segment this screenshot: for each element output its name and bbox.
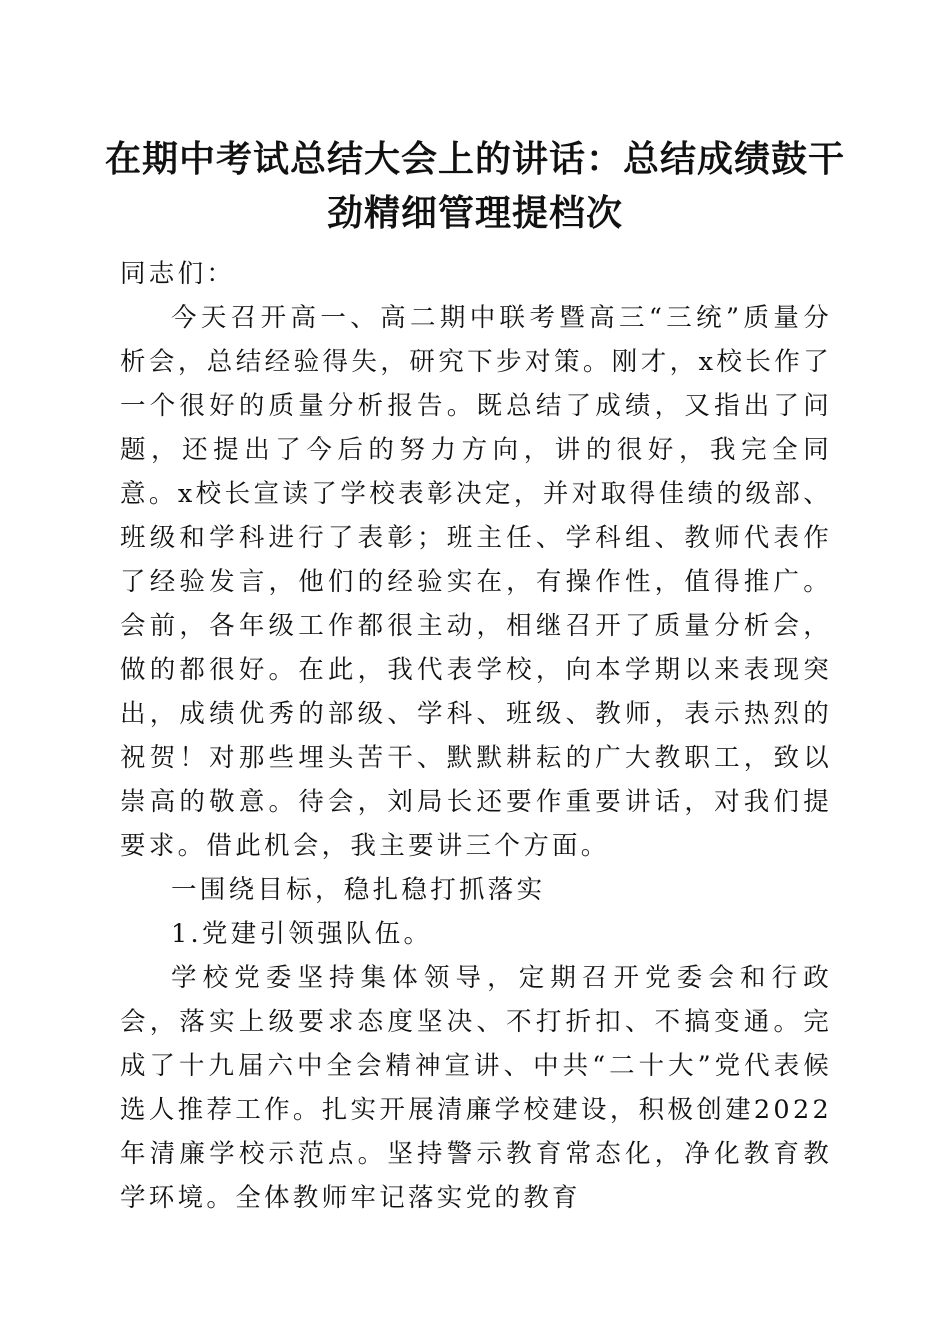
section-heading: 一围绕目标，稳扎稳打抓落实: [171, 875, 546, 905]
body-paragraph: 今天召开高一、高二期中联考暨高三“三统”质量分析会，总结经验得失，研究下步对策。刚才，x校长作了一个很好的质量分析报告。既总结了成绩，又指出了问题，还提出了今后的努力方向，讲的很好，我完全同意。x校长宣读了学校表彰决定，并对取得佳绩的级部、班级和学科进行了表彰；班主任、学科组、教师代表作了经验发言，他们的经验实在，有操作性，值得推广。会前，各年级工作都很主动，相继召开了质量分析会，做的都很好。在此，我代表学校，向本学期以来表现突出，成绩优秀的部级、学科、班级、教师，表示热烈的祝贺！对那些埋头苦干、默默耕耘的广大教职工，致以崇高的敬意。待会，刘局长还要作重要讲话，对我们提要求。借此机会，我主要讲三个方面。: [120, 303, 832, 861]
document-body: [120, 252, 832, 1220]
salutation: 同志们：: [120, 259, 236, 289]
subsection-heading: 1.党建引领强队伍。: [171, 919, 433, 949]
body-paragraph: 学校党委坚持集体领导，定期召开党委会和行政会，落实上级要求态度坚决、不打折扣、不搞变通。完成了十九届六中全会精神宣讲、中共“二十大”党代表候选人推荐工作。扎实开展清廉学校建设，积极创建2022年清廉学校示范点。坚持警示教育常态化，净化教育教学环境。全体教师牢记落实党的教育: [120, 963, 832, 1213]
document-title: 在期中考试总结大会上的讲话：总结成绩鼓干劲精细管理提档次: [104, 138, 845, 234]
